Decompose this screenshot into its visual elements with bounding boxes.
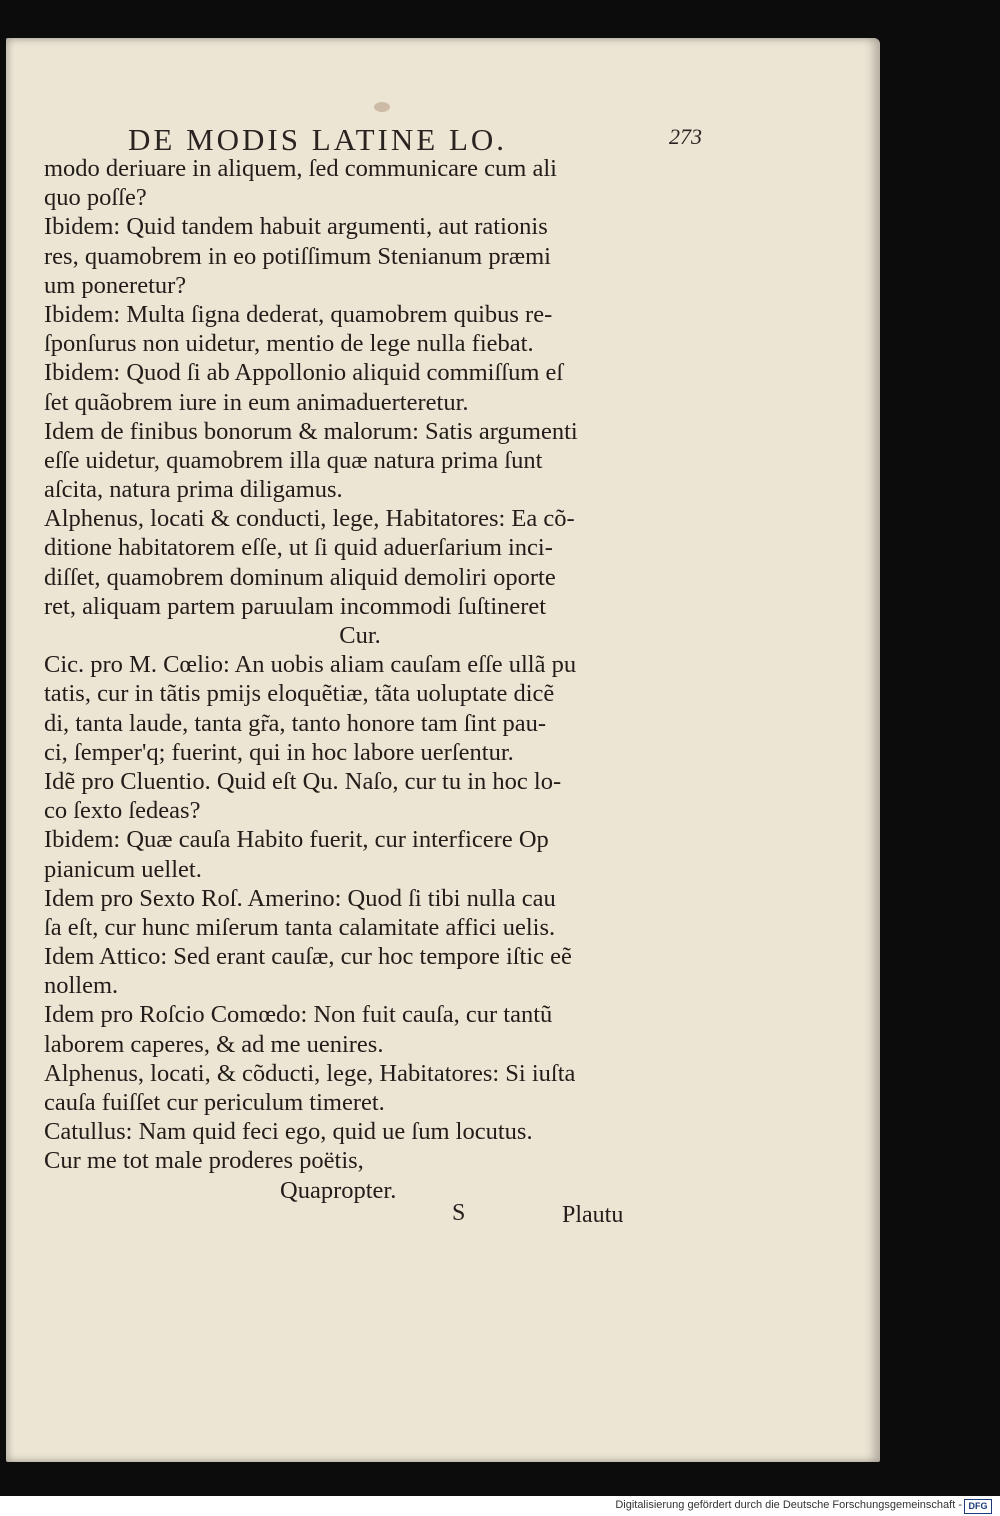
text-line: um poneretur? [44,271,187,299]
text-line: Quapropter. [280,1176,397,1204]
text-line: nollem. [44,972,119,1000]
text-line: ci, ſemper'q; fuerint, qui in hoc labore uerſentur. [44,738,514,766]
running-title: DE MODIS LATINE LO. [128,122,508,157]
footer-bar [0,1496,1000,1516]
text-line: diſſet, quamobrem dominum aliquid demoliri oporte [44,563,556,591]
text-line: modo deriuare in aliquem, ſed communicare cum ali [44,155,557,182]
text-line: Idem de finibus bonorum & malorum: Satis argumenti [44,417,578,445]
running-header [128,122,702,158]
text-line: Idem pro Sexto Roſ. Amerino: Quod ſi tibi nulla cau [44,884,556,912]
text-line: Ibidem: Quod ſi ab Appollonio aliquid commiſſum eſ [44,359,564,387]
text-line: Idẽ pro Cluentio. Quid eſt Qu. Naſo, cur tu in hoc lo- [44,767,562,795]
text-line: ſa eſt, cur hunc miſerum tanta calamitate affici uelis. [44,913,556,941]
catchword: Plautu [562,1202,624,1228]
text-line: Cur me tot male proderes poëtis, [44,1147,364,1175]
text-line: Ibidem: Quid tandem habuit argumenti, aut rationis [44,213,548,241]
text-line: res, quamobrem in eo potiſſimum Stenianum præmi [44,242,551,270]
text-line: Catullus: Nam quid feci ego, quid ue ſum locutus. [44,1118,533,1146]
body-text [44,154,676,1205]
text-line: ditione habitatorem eſſe, ut ſi quid aduerſarium inci- [44,534,553,562]
dfg-logo: DFG [964,1499,992,1514]
text-line: quo poſſe? [44,184,147,212]
text-line: di, tanta laude, tanta gr̃a, tanto honore tam ſint pau- [44,709,547,737]
text-line: eſſe uidetur, quamobrem illa quæ natura prima ſunt [44,446,543,474]
text-line: Idem pro Roſcio Comœdo: Non fuit cauſa, cur tantũ [44,1001,553,1029]
text-line: Ibidem: Quæ cauſa Habito fuerit, cur interficere Op [44,826,549,854]
text-line: Alphenus, locati & conducti, lege, Habitatores: Ea cõ- [44,505,575,533]
text-line: co ſexto ſedeas? [44,797,201,825]
ink-smudge [374,102,390,112]
text-line: ſet quãobrem iure in eum animaduerteretur. [44,388,469,416]
text-line: tatis, cur in tãtis pmijs eloquẽtiæ, tãta uoluptate dicẽ [44,680,555,708]
text-line: Cur. [339,622,381,649]
text-line: laborem caperes, & ad me uenires. [44,1030,384,1058]
text-line: ſponſurus non uidetur, mentio de lege nulla fiebat. [44,330,534,358]
page-number: 273 [669,124,702,149]
text-line: aſcita, natura prima diligamus. [44,476,343,504]
text-line: Idem Attico: Sed erant cauſæ, cur hoc tempore iſtic eẽ [44,943,572,971]
text-line: Alphenus, locati, & cõducti, lege, Habitatores: Si iuſta [44,1059,576,1087]
funding-credit: Digitalisierung gefördert durch die Deutsche Forschungsgemeinschaft - [615,1499,962,1511]
text-line: ret, aliquam partem paruulam incommodi ſuſtineret [44,592,547,620]
signature-mark: S [452,1200,466,1226]
text-line: Cic. pro M. Cœlio: An uobis aliam cauſam eſſe ullã pu [44,651,577,679]
text-line: cauſa fuiſſet cur periculum timeret. [44,1089,385,1116]
text-line: pianicum uellet. [44,855,202,883]
text-line: Ibidem: Multa ſigna dederat, quamobrem quibus re- [44,300,553,328]
